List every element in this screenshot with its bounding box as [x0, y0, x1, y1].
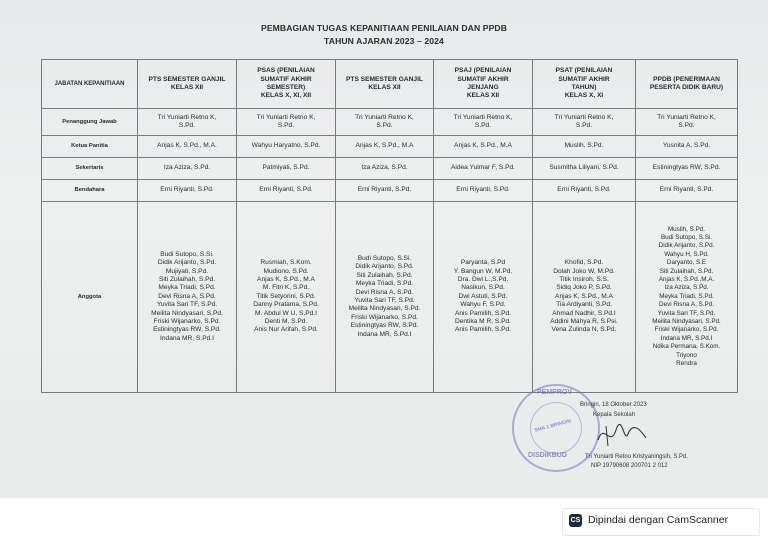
column-header: PSAJ (PENILAIAN SUMATIF AKHIR JENJANG KELAS XII	[434, 60, 533, 109]
row-label: Sekertaris	[42, 158, 138, 180]
table-cell: Erni Riyanti, S.Pd.	[336, 180, 434, 202]
table-cell: Budi Sutopo, S.Si. Didik Arijanto, S.Pd. Siti Zulaihah, S.Pd. Meyka Triadi, S.Pd. Devi Risna A, S.Pd. Yuvita Sari TF, S.Pd. Meilita Nindyasari, S.Pd. Friski Wijanarko, S.Pd. Estiningtyas RW, S.Pd. Indana MR, S.Pd.I	[336, 202, 434, 393]
table-row	[42, 180, 738, 202]
table-cell: Erni Riyanti, S.Pd.	[533, 180, 636, 202]
signature-nip: NIP 19790608 200701 2 012	[591, 463, 668, 469]
signature-place-date: Bringin, 18 Oktober 2023	[580, 402, 647, 408]
table-cell: Tri Yuniarti Retno K, S.Pd.	[237, 109, 336, 136]
table-cell: Aidea Yulmar F, S.Pd.	[434, 158, 533, 180]
table-cell: Khofid, S.Pd. Dolah Joko W, M.Pd. Titik Insiroh, S.S. Sidiq Joko P, S.Pd. Anjas K, S.Pd., M.A Tia Ardiyanti, S.Pd. Ahmad Nadhir, S.Pd.I Addini Mahya R, S.Psi. Vena Zulinda N, S.Pd.	[533, 202, 636, 393]
camscanner-logo-icon: CS	[569, 514, 582, 527]
table-cell: Tri Yuniarti Retno K, S.Pd.	[533, 109, 636, 136]
signature-role: Kepala Sekolah	[593, 412, 636, 418]
camscanner-footer-text: Dipindai dengan CamScanner	[588, 514, 729, 526]
handwritten-signature	[592, 418, 652, 452]
stamp-top-text: PEMPROV	[537, 389, 573, 396]
table-cell: Patmiyati, S.Pd.	[237, 158, 336, 180]
table-cell: Susmitha Liliyani, S.Pd.	[533, 158, 636, 180]
document-subtitle: TAHUN AJARAN 2023 – 2024	[324, 36, 444, 46]
column-header: PTS SEMESTER GANJIL KELAS XII	[336, 60, 434, 109]
table-cell: Anjas K, S.Pd., M.A.	[138, 136, 237, 158]
assignment-table	[41, 59, 738, 393]
table-row	[42, 202, 738, 393]
table-cell: Tri Yuniarti Retno K, S.Pd.	[636, 109, 738, 136]
table-cell: Muslih, S.Pd.	[533, 136, 636, 158]
table-row	[42, 158, 738, 180]
table-row	[42, 109, 738, 136]
row-label: Penanggung Jawab	[42, 109, 138, 136]
table-cell: Iza Aziza, S.Pd.	[336, 158, 434, 180]
table-cell: Erni Riyanti, S.Pd.	[636, 180, 738, 202]
table-cell: Wahyu Haryatno, S.Pd.	[237, 136, 336, 158]
stamp-center-text: SMA 1 BRINGIN	[533, 418, 572, 434]
table-cell: Tri Yuniarti Retno K, S.Pd.	[336, 109, 434, 136]
table-cell: Budi Sutopo, S.Si. Didik Arijanto, S.Pd. Mujiyati, S.Pd. Siti Zulaihah, S.Pd. Meyka Triadi, S.Pd. Devi Risna A, S.Pd. Yuvita Sari TF, S.Pd. Meilita Nindyasari, S.Pd. Friski Wijanarko, S.Pd. Estiningtyas RW, S.Pd. Indana MR, S.Pd.I	[138, 202, 237, 393]
table-cell: Yusnita A, S.Pd.	[636, 136, 738, 158]
table-cell: Muslih, S.Pd. Budi Sutopo, S.Si. Didik Arijanto, S.Pd. Wahyu H, S.Pd. Daryanto, S.E Siti Zulaihah, S.Pd. Anjas K, S.Pd.,M.A. Iza Aziza, S.Pd. Meyka Triadi, S.Pd. Devi Risna A, S.Pd. Yuvita Sari TF, S.Pd. Meilita Nindyasari, S.Pd. Friski Wijanarko, S.Pd. Indana MR, S.Pd.I Ndika Permana, S.Kom. Triyono Rendra	[636, 202, 738, 393]
row-label: Bendahara	[42, 180, 138, 202]
table-cell: Rusmiah, S.Kom. Mudiono, S.Pd. Anjas K, S.Pd., M.A M. Fitri K, S.Pd. Titik Setyorini, S.Pd. Danny Pratama, S.Pd. M. Abdul W U, S.Pd.I Denti M, S.Pd. Anis Nur Arifah, S.Pd.	[237, 202, 336, 393]
table-row	[42, 136, 738, 158]
column-header: JABATAN KEPANITIAAN	[42, 60, 138, 109]
table-cell: Tri Yuniarti Retno K, S.Pd.	[138, 109, 237, 136]
table-header-row	[42, 60, 738, 109]
table-cell: Erni Riyanti, S.Pd.	[237, 180, 336, 202]
document-title: PEMBAGIAN TUGAS KEPANITIAAN PENILAIAN DAN PPDB	[260, 23, 508, 33]
signature-name: Tri Yuniarti Retno Kristyaningsih, S.Pd.	[585, 454, 689, 460]
table-cell: Iza Aziza, S.Pd.	[138, 158, 237, 180]
row-label: Anggota	[42, 202, 138, 393]
table-cell: Estiningtyas RW, S.Pd.	[636, 158, 738, 180]
table-cell: Anjas K, S.Pd., M.A	[434, 136, 533, 158]
column-header: PPDB (PENERIMAAN PESERTA DIDIK BARU)	[636, 60, 738, 109]
table-cell: Paryanta, S.Pd Y. Bangun W, M.Pd. Dra. Dwi L.,S.Pd. Nasikun, S.Pd. Dwi Astuti, S.Pd. Wahyu F, S.Pd. Anis Pamilih, S.Pd. Dentika M R, S.Pd. Anis Pamilih, S.Pd.	[434, 202, 533, 393]
table-cell: Erni Riyanti, S.Pd.	[434, 180, 533, 202]
table-cell: Erni Riyanti, S.Pd.	[138, 180, 237, 202]
column-header: PSAT (PENILAIAN SUMATIF AKHIR TAHUN) KELAS X, XI	[533, 60, 636, 109]
row-label: Ketua Panitia	[42, 136, 138, 158]
table-cell: Tri Yuniarti Retno K, S.Pd.	[434, 109, 533, 136]
stamp-bottom-text: DISDIKBUD	[528, 452, 567, 459]
column-header: PSAS (PENILAIAN SUMATIF AKHIR SEMESTER) KELAS X, XI, XII	[237, 60, 336, 109]
table-cell: Anjas K, S.Pd., M.A	[336, 136, 434, 158]
column-header: PTS SEMESTER GANJIL KELAS XII	[138, 60, 237, 109]
